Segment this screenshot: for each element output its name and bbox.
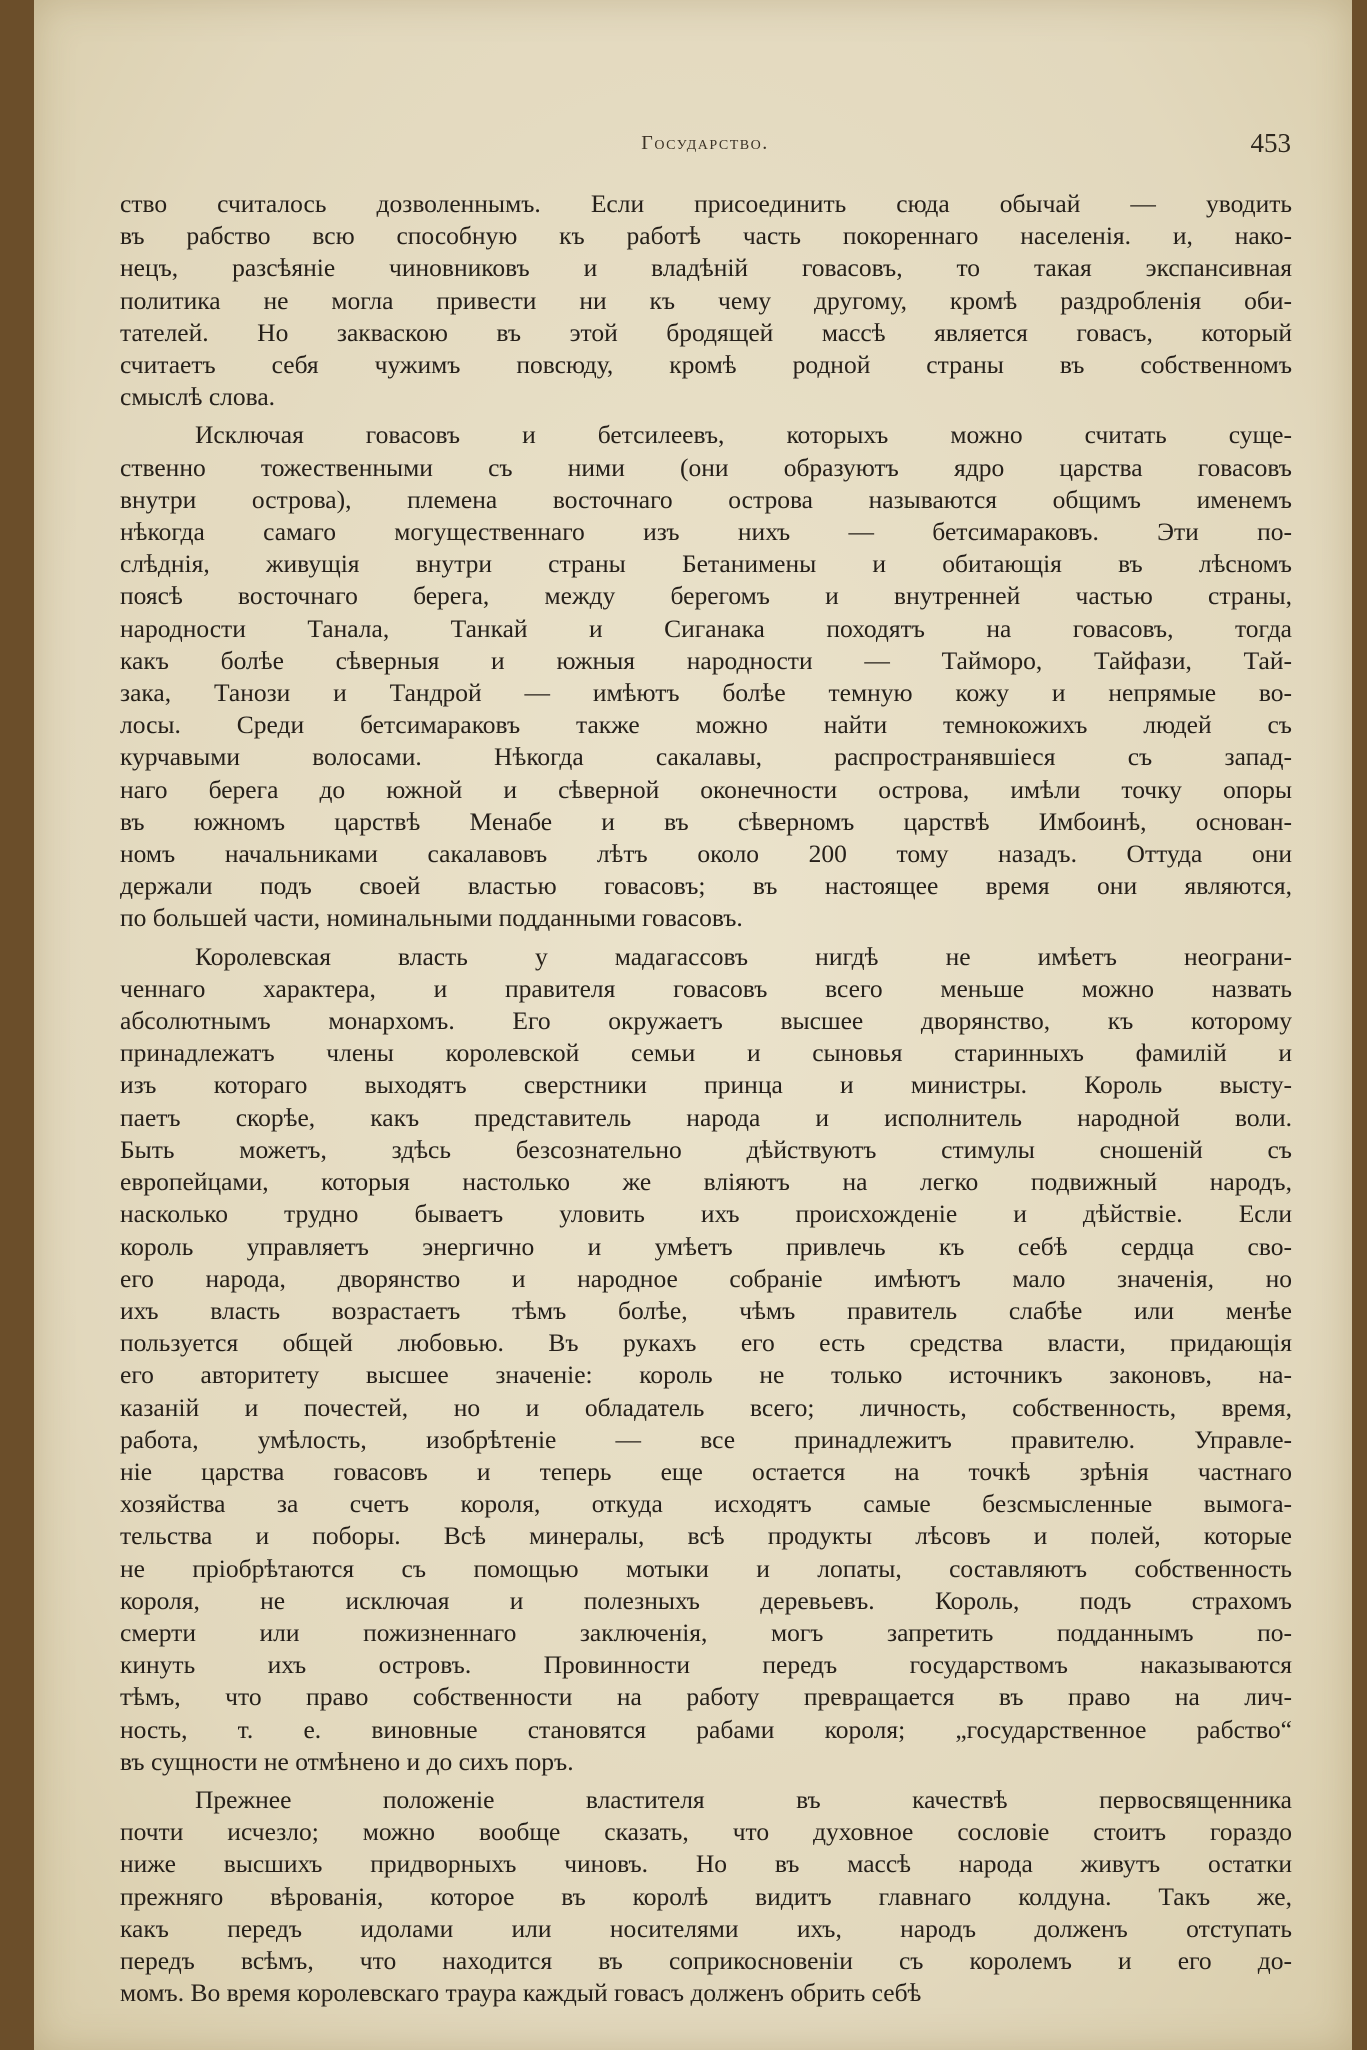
paragraph [120, 1784, 1292, 2009]
text-line: передъ всѣмъ, что находится въ соприкосновеніи съ королемъ и его до- [120, 1945, 1292, 1975]
text-line: Прежнее положеніе властителя въ качествѣ первосвященника [195, 1784, 1292, 1814]
text-line: тельства и поборы. Всѣ минералы, всѣ продукты лѣсовъ и полей, которые [120, 1521, 1292, 1551]
text-line: Исключая говасовъ и бетсилеевъ, которыхъ можно считать суще- [195, 420, 1292, 450]
text-line: его народа, дворянство и народное собраніе имѣютъ мало значенія, но [120, 1263, 1292, 1293]
text-line: ность, т. е. виновные становятся рабами короля; „государственное рабство“ [120, 1714, 1292, 1744]
paragraph [120, 419, 1292, 934]
page-header [119, 128, 1291, 172]
text-line: какъ передъ идолами или носителями ихъ, народъ долженъ отступать [120, 1913, 1292, 1943]
text-line: держали подъ своей властью говасовъ; въ настоящее время они являются, [120, 871, 1292, 901]
running-title: Государство. [641, 132, 769, 154]
text-line: ніе царства говасовъ и теперь еще остается на точкѣ зрѣнія частнаго [120, 1456, 1292, 1486]
text-line: изъ котораго выходятъ сверстники принца и министры. Король высту- [120, 1070, 1292, 1100]
text-line: Королевская власть у мадагассовъ нигдѣ не имѣетъ неограни- [195, 941, 1292, 971]
text-line: Быть можетъ, здѣсь безсознательно дѣйствуютъ стимулы сношеній съ [120, 1134, 1292, 1164]
text-line: лосы. Среди бетсимараковъ также можно найти темнокожихъ людей съ [120, 710, 1292, 740]
text-line: зака, Танози и Тандрой — имѣютъ болѣе темную кожу и непрямые во- [120, 678, 1292, 708]
text-line: кинуть ихъ островъ. Провинности передъ государствомъ наказываются [120, 1650, 1292, 1680]
text-line: тѣмъ, что право собственности на работу превращается въ право на лич- [120, 1682, 1292, 1712]
text-line: нецъ, разсѣяніе чиновниковъ и владѣній говасовъ, то такая экспансивная [120, 253, 1292, 283]
text-line: его авторитету высшее значеніе: король не только источникъ законовъ, на- [120, 1360, 1292, 1390]
text-line: ихъ власть возрастаетъ тѣмъ болѣе, чѣмъ правитель слабѣе или менѣе [120, 1295, 1292, 1325]
text-line: принадлежатъ члены королевской семьи и сыновья старинныхъ фамилій и [120, 1038, 1292, 1068]
text-line: ченнаго характера, и правителя говасовъ всего меньше можно назвать [120, 973, 1292, 1003]
text-line: не пріобрѣтаются съ помощью мотыки и лопаты, составляютъ собственность [120, 1553, 1292, 1583]
text-line: момъ. Во время королевскаго траура каждый говасъ долженъ обрить себѣ [120, 1978, 922, 2008]
text-line: слѣднія, живущія внутри страны Бетанимены и обитающія въ лѣсномъ [120, 549, 1292, 579]
text-line: король управляетъ энергично и умѣетъ привлечь къ себѣ сердца сво- [120, 1231, 1292, 1261]
text-line: курчавыми волосами. Нѣкогда сакалавы, распространявшіеся съ запад- [120, 742, 1292, 772]
text-line: какъ болѣе сѣверныя и южныя народности — Таймоpо, Тайфази, Тай- [120, 645, 1292, 675]
paragraph [120, 188, 1292, 413]
body-text [120, 188, 1292, 2009]
text-line: тателей. Но закваскою въ этой бродящей массѣ является говасъ, который [120, 317, 1292, 347]
text-line: короля, не исключая и полезныхъ деревьевъ. Король, подъ страхомъ [120, 1585, 1292, 1615]
text-line: въ южномъ царствѣ Менабе и въ сѣверномъ царствѣ Имбоинѣ, основан- [120, 806, 1292, 836]
text-line: считаетъ себя чужимъ повсюду, кромѣ родной страны въ собственномъ [120, 350, 1292, 380]
text-line: абсолютнымъ монархомъ. Его окружаетъ высшее дворянство, къ которому [120, 1006, 1292, 1036]
text-line: насколько трудно бываетъ уловить ихъ происхожденіе и дѣйствіе. Если [120, 1199, 1292, 1229]
text-line: нѣкогда самаго могущественнаго изъ нихъ — бетсимараковъ. Эти по- [120, 517, 1292, 547]
text-line: ственно тожественными съ ними (они образуютъ ядро царства говасовъ [120, 452, 1292, 482]
text-line: по большей части, номинальными подданными говасовъ. [120, 903, 743, 933]
text-line: въ рабство всю способную къ работѣ часть покореннаго населенія. и, нако- [120, 221, 1292, 251]
book-page [34, 0, 1352, 2050]
paragraph [120, 941, 1292, 1778]
text-line: номъ начальниками сакалавовъ лѣтъ около 200 тому назадъ. Оттуда они [120, 839, 1292, 869]
text-line: ство считалось дозволеннымъ. Если присоединить сюда обычай — уводить [120, 189, 1292, 218]
text-line: почти исчезло; можно вообще сказать, что духовное сословіе стоитъ гораздо [120, 1817, 1292, 1847]
text-line: наго берега до южной и сѣверной оконечности острова, имѣли точку опоры [120, 774, 1292, 804]
text-line: поясѣ восточнаго берега, между берегомъ и внутренней частью страны, [120, 581, 1292, 611]
text-line: европейцами, которыя настолько же вліяютъ на легко подвижный народъ, [120, 1167, 1292, 1197]
text-line: внутри острова), племена восточнаго острова называются общимъ именемъ [120, 484, 1292, 514]
text-line: паетъ скорѣе, какъ представитель народа и исполнитель народной воли. [120, 1102, 1292, 1132]
text-line: смерти или пожизненнаго заключенія, могъ запретить подданнымъ по- [120, 1617, 1292, 1647]
text-line: пользуется общей любовью. Въ рукахъ его есть средства власти, придающія [120, 1328, 1292, 1358]
text-line: ниже высшихъ придворныхъ чиновъ. Но въ массѣ народа живутъ остатки [120, 1849, 1292, 1879]
text-line: работа, умѣлость, изобрѣтеніе — все принадлежитъ правителю. Управле- [120, 1424, 1292, 1454]
text-line: хозяйства за счетъ короля, откуда исходятъ самые безсмысленные вымога- [120, 1489, 1292, 1519]
text-line: казаній и почестей, но и обладатель всего; личность, собственность, время, [120, 1392, 1292, 1422]
text-line: народности Танала, Танкай и Сиганака походятъ на говасовъ, тогда [120, 613, 1292, 643]
text-line: въ сущности не отмѣнено и до сихъ поръ. [120, 1746, 574, 1776]
text-line: прежняго вѣрованія, которое въ королѣ видитъ главнаго колдуна. Такъ же, [120, 1881, 1292, 1911]
text-line: смыслѣ слова. [120, 382, 276, 412]
page-number: 453 [1250, 128, 1291, 158]
text-line: политика не могла привести ни къ чему другому, кромѣ раздробленія оби- [120, 285, 1292, 315]
